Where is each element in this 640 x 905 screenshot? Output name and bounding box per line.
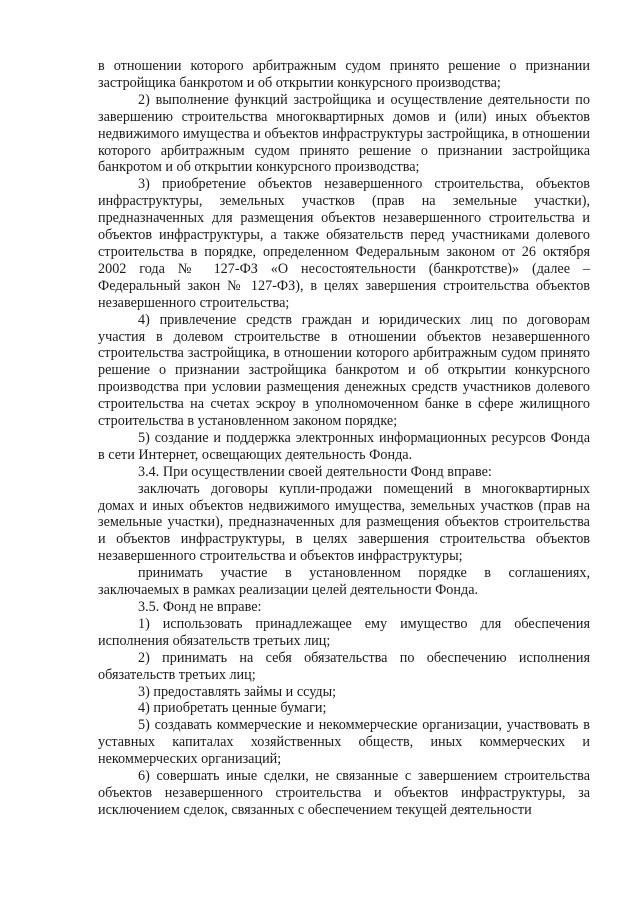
paragraph-item-4: 4) привлечение средств граждан и юридических лиц по договорам участия в долевом строительстве в отношении объектов незавершенного строительства застройщика, в отношении которого арбитражным судом принято решение о признании застройщика банкротом и об открытии конкурсного производства при условии размещения денежных средств участников долевого строительства на счетах эскроу в уполномоченном банке в сфере жилищного строительства в установленном законом порядке; xyxy=(98,311,590,430)
paragraph-3-5-item-1: 1) использовать принадлежащее ему имущество для обеспечения исполнения обязательств третьих лиц; xyxy=(98,615,590,649)
paragraph-3-5-item-2: 2) принимать на себя обязательства по обеспечению исполнения обязательств третьих лиц; xyxy=(98,649,590,683)
paragraph-3-5-item-5: 5) создавать коммерческие и некоммерческие организации, участвовать в уставных капиталах хозяйственных обществ, иных коммерческих и некоммерческих организаций; xyxy=(98,717,590,768)
paragraph-item-3: 3) приобретение объектов незавершенного строительства, объектов инфраструктуры, земельных участков (прав на земельные участки), предназначенных для размещения объектов незавершенного строительства и объектов инфраструктуры, а также обязательств перед участниками долевого строительства в порядке, определенном Федеральным законом от 26 октября 2002 года № 127-ФЗ «О несостоятельности (банкротстве)» (далее – Федеральный закон № 127-ФЗ), в целях завершения строительства объектов незавершенного строительства; xyxy=(98,176,590,311)
paragraph-continuation: в отношении которого арбитражным судом принято решение о признании застройщика банкротом и об открытии конкурсного производства; xyxy=(98,58,590,91)
paragraph-3-4-agreements: принимать участие в установленном порядке в соглашениях, заключаемых в рамках реализации целей деятельности Фонда. xyxy=(98,565,590,599)
paragraph-item-2: 2) выполнение функций застройщика и осуществление деятельности по завершению строительства многоквартирных домов и (или) иных объектов недвижимого имущества и объектов инфраструктуры застройщика, в отношении которого арбитражным судом принято решение о признании застройщика банкротом и об открытии конкурсного производства; xyxy=(98,91,590,176)
paragraph-3-4-contracts: заключать договоры купли-продажи помещений в многоквартирных домах и иных объектов недвижимого имущества, земельных участков (прав на земельные участки), предназначенных для размещения объектов строительства и объектов инфраструктуры, в целях завершения строительства объектов незавершенного строительства и объектов инфраструктуры; xyxy=(98,480,590,565)
section-3-5-heading: 3.5. Фонд не вправе: xyxy=(138,599,262,615)
paragraph-3-5-item-6: 6) совершать иные сделки, не связанные с завершением строительства объектов незавершенного строительства и объектов инфраструктуры, за исключением сделок, связанных с обеспечением текущей деятельности xyxy=(98,768,590,818)
paragraph-item-5: 5) создание и поддержка электронных информационных ресурсов Фонда в сети Интернет, освещающих деятельность Фонда. xyxy=(98,429,590,463)
section-3-4-heading: 3.4. При осуществлении своей деятельности Фонд вправе: xyxy=(138,463,492,480)
document-body xyxy=(98,58,590,819)
paragraph-3-5-item-4: 4) приобретать ценные бумаги; xyxy=(138,700,327,717)
paragraph-3-5-item-3: 3) предоставлять займы и ссуды; xyxy=(138,683,337,700)
